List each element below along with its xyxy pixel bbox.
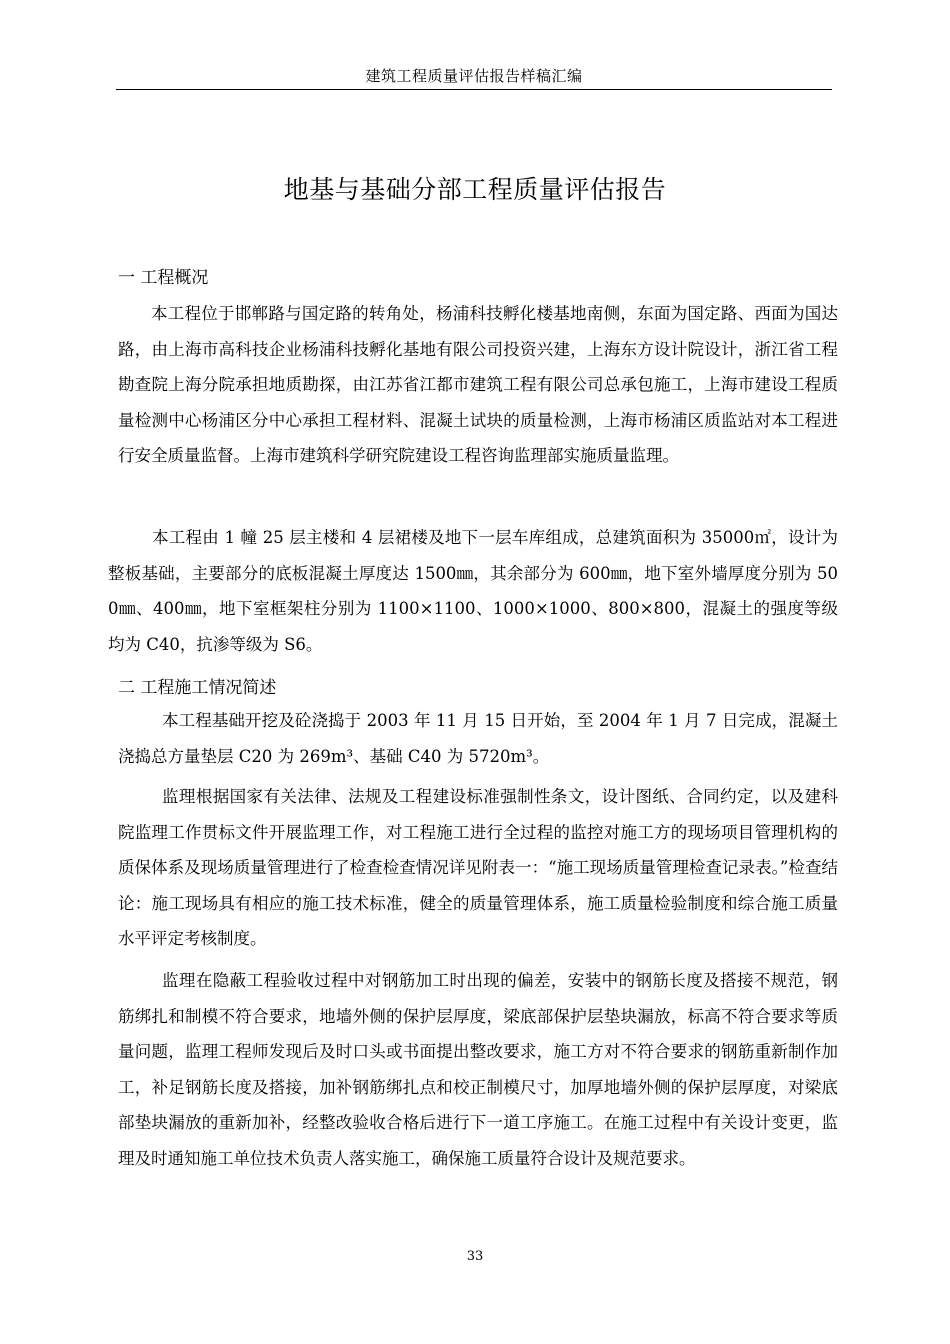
paragraph-project-scale: 本工程由 1 幢 25 层主楼和 4 层裙楼及地下一层车库组成，总建筑面积为 35000㎡，设计为整板基础，主要部分的底板混凝土厚度达 1500㎜，其余部分为 600㎜，地下室外墙厚度分别为 500㎜、400㎜，地下室框架柱分别为 1100×1100、1000×1000、800×800，混凝土的强度等级均为 C40，抗渗等级为 S6。	[108, 528, 838, 654]
paragraph-quality-issues: 监理在隐蔽工程验收过程中对钢筋加工时出现的偏差，安装中的钢筋长度及搭接不规范，钢筋绑扎和制模不符合要求，地墙外侧的保护层厚度，梁底部保护层垫块漏放，标高不符合要求等质量问题，监理工程师发现后及时口头或书面提出整改要求，施工方对不符合要求的钢筋重新制作加工，补足钢筋长度及搭接，加补钢筋绑扎点和校正制模尺寸，加厚地墙外侧的保护层厚度，对梁底部垫块漏放的重新加补，经整改验收合格后进行下一道工序施工。在施工过程中有关设计变更，监理及时通知施工单位技术负责人落实施工，确保施工质量符合设计及规范要求。	[118, 971, 838, 1168]
page-number: 33	[466, 1249, 484, 1264]
document-title: 地基与基础分部工程质量评估报告	[283, 175, 667, 204]
paragraph-supervision-basis: 监理根据国家有关法律、法规及工程建设标准强制性条文，设计图纸、合同约定，以及建科院监理工作贯标文件开展监理工作，对工程施工进行全过程的监控对施工方的现场项目管理机构的质保体系及现场质量管理进行了检查检查情况详见附表一：“施工现场质量管理检查记录表。”检查结论：施工现场具有相应的施工技术标准，健全的质量管理体系，施工质量检验制度和综合施工质量水平评定考核制度。	[118, 787, 838, 948]
section-heading-overview: 一 工程概况	[118, 268, 209, 288]
paragraph-project-location: 本工程位于邯郸路与国定路的转角处，杨浦科技孵化楼基地南侧，东面为国定路、西面为国达路，由上海市高科技企业杨浦科技孵化基地有限公司投资兴建，上海东方设计院设计，浙江省工程勘查院上海分院承担地质勘探，由江苏省江都市建筑工程有限公司总承包施工，上海市建设工程质量检测中心杨浦区分中心承担工程材料、混凝土试块的质量检测，上海市杨浦区质监站对本工程进行安全质量监督。上海市建筑科学研究院建设工程咨询监理部实施质量监理。	[118, 304, 838, 465]
header-divider	[116, 89, 832, 90]
running-header: 建筑工程质量评估报告样稿汇编	[365, 67, 583, 85]
paragraph-construction-dates: 本工程基础开挖及砼浇捣于 2003 年 11 月 15 日开始，至 2004 年 1 月 7 日完成，混凝土浇捣总方量垫层 C20 为 269m³、基础 C40 为 5720m³。	[118, 711, 838, 766]
section-heading-construction: 二 工程施工情况简述	[118, 678, 277, 698]
